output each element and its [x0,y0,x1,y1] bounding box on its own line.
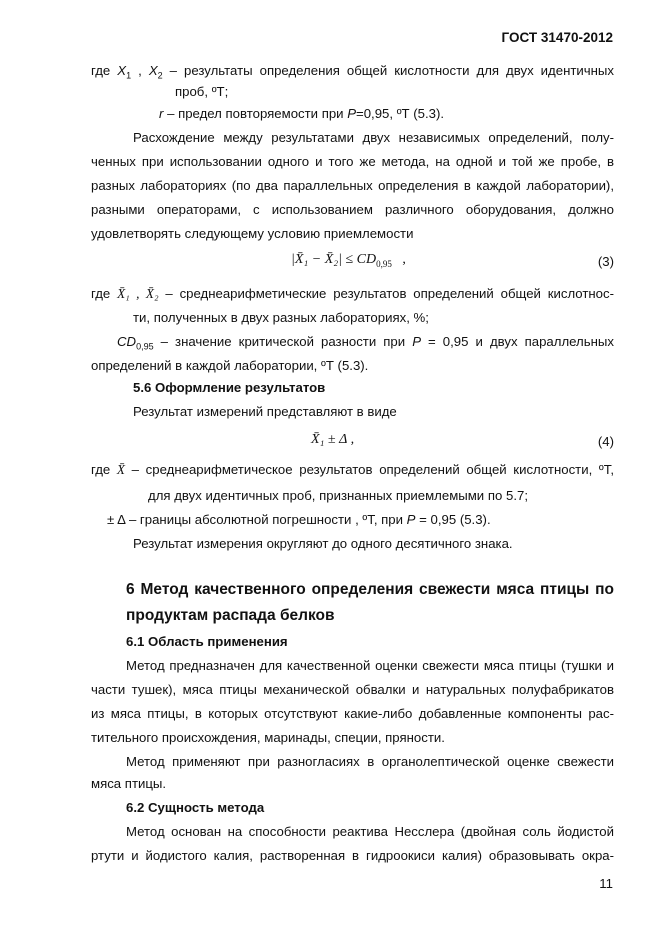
where-4-line2: для двух идентичных проб, признанных приемлемыми по 5.7; [148,488,528,503]
para-reproducibility-4: разными операторами, с использованием различного оборудования, должно [91,202,614,217]
formula-3: |X̄₁ − X̄₂| ≤ $CD_{0,95}$ , [291,252,406,269]
scope-line-1: Метод предназначен для качественной оценки свежести мяса птицы (тушки и [126,658,614,673]
scope-line-5: Метод применяют при разногласиях в органолептической оценке свежести [126,754,614,769]
formula-4: X̄₁ ± Δ , [311,432,355,447]
section-6-1-heading: 6.1 Область применения [126,634,288,649]
section-6-title-1: 6 Метод качественного определения свежести мяса птицы по [126,581,614,598]
scope-line-2: части тушек), мяса птицы механической обвалки и натуральных полуфабрикатов [91,682,614,697]
para-reproducibility-3: разных лабораториях (по два параллельных определения в каждой лаборатории), [91,178,614,193]
where-r: r – предел повторяемости при P=0,95, ºТ (5.3). [159,106,445,121]
scope-line-4: тительного происхождения, маринады, специи, пряности. [91,730,445,745]
section-5-6-intro: Результат измерений представляют в виде [133,404,397,419]
section-6-title-2: продуктам распада белков [126,607,335,624]
where-3-units: ти, полученных в двух разных лабораториях, %; [133,310,429,325]
formula-3-number: (3) [597,254,614,269]
para-reproducibility-1: Расхождение между результатами двух независимых определений, полу- [133,130,614,145]
where-x-units: проб, ºТ; [175,84,229,99]
where-cd: $CD_{0,95}$ – значение критической разности при P = 0,95 и двух параллельных [117,334,614,352]
where-x1-x2-bar: где X̄₁ , X̄₂ – среднеарифметические результатов определений общей кислотнос- [91,286,614,301]
where-x1-x2: где $X_1$ , $X_2$ – результаты определения общей кислотности для двух идентичных [91,63,614,81]
scope-line-3: из мяса птицы, в которых отсутствуют какие-либо добавленные компоненты рас- [91,706,614,721]
where-delta: ± Δ – границы абсолютной погрешности , ºТ, при P = 0,95 (5.3). [107,512,491,527]
document-header: ГОСТ 31470-2012 [501,30,613,45]
formula-4-number: (4) [597,434,614,449]
page-number: 11 [599,876,613,891]
para-reproducibility-5: удовлетворять следующему условию приемлемости [91,226,414,241]
rounding-note: Результат измерения округляют до одного десятичного знака. [133,536,513,551]
scope-line-6: мяса птицы. [91,776,167,791]
section-6-2-heading: 6.2 Сущность метода [126,800,265,815]
where-cd-2: определений в каждой лаборатории, ºТ (5.3). [91,358,369,373]
essence-line-1: Метод основан на способности реактива Несслера (двойная соль йодистой [126,824,614,839]
section-5-6-heading: 5.6 Оформление результатов [133,380,326,395]
where-x-bar: где X̄ – среднеарифметическое результатов определений общей кислотности, ºТ, [91,462,614,477]
para-reproducibility-2: ченных при использовании одного и того же метода, на одной и той же пробе, в [91,154,614,169]
essence-line-2: ртути и йодистого калия, растворенная в гидроокиси калия) образовывать окра- [91,848,614,863]
